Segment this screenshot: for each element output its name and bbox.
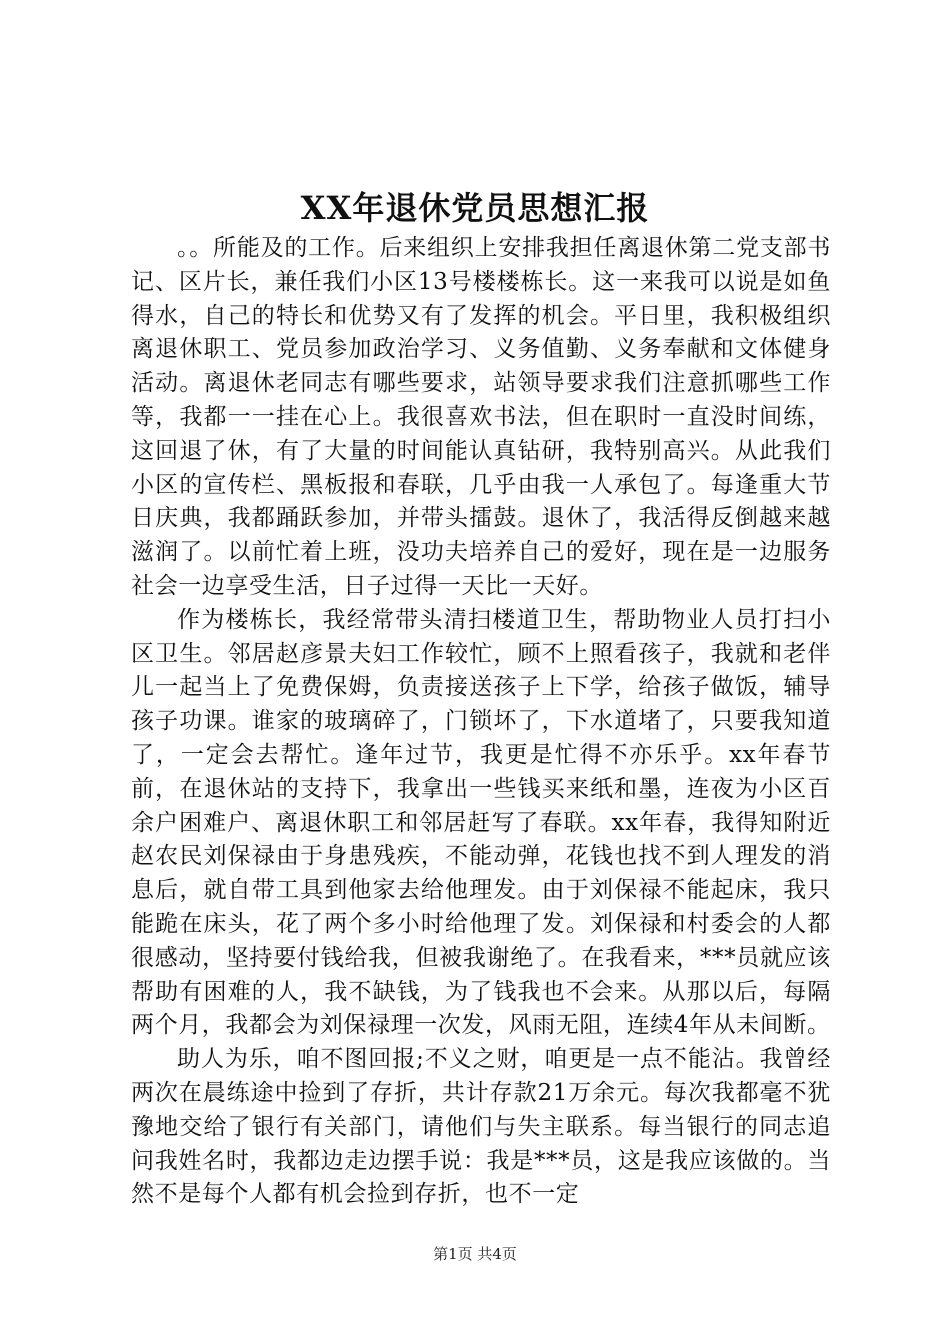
paragraph-3: 助人为乐，咱不图回报;不义之财，咱更是一点不能沾。我曾经两次在晨练途中捡到了存折，共计存款21万余元。每次我都毫不犹豫地交给了银行有关部门，请他们与失主联系。每当银行的同志追问我姓名时，我都边走边摆手说：我是***员，这是我应该做的。当然不是每个人都有机会捡到存折，也不一定 xyxy=(131,1046,831,1208)
paragraph-2: 作为楼栋长，我经常带头清扫楼道卫生，帮助物业人员打扫小区卫生。邻居赵彦景夫妇工作较忙，顾不上照看孩子，我就和老伴儿一起当上了免费保姆，负责接送孩子上下学，给孩子做饭，辅导孩子功课。谁家的玻璃碎了，门锁坏了，下水道堵了，只要我知道了，一定会去帮忙。逢年过节，我更是忙得不亦乐乎。xx年春节前，在退休站的支持下，我拿出一些钱买来纸和墨，连夜为小区百余户困难户、离退休职工和邻居赶写了春联。xx年春，我得知附近赵农民刘保禄由于身患残疾，不能动弹，花钱也找不到人理发的消息后，就自带工具到他家去给他理发。由于刘保禄不能起床，我只能跪在床头，花了两个多小时给他理了发。刘保禄和村委会的人都很感动，坚持要付钱给我，但被我谢绝了。在我看来，***员就应该帮助有困难的人，我不缺钱，为了钱我也不会来。从那以后，每隔两个月，我都会为刘保禄理一次发，风雨无阻，连续4年从未间断。 xyxy=(131,606,831,1039)
document-body xyxy=(131,232,831,1212)
document-title: XX年退休党员思想汇报 xyxy=(300,189,650,227)
paragraph-1: 。。所能及的工作。后来组织上安排我担任离退休第二党支部书记、区片长，兼任我们小区13号楼楼栋长。这一来我可以说是如鱼得水，自己的特长和优势又有了发挥的机会。平日里，我积极组织离退休职工、党员参加政治学习、义务值勤、义务奉献和文体健身活动。离退休老同志有哪些要求，站领导要求我们注意抓哪些工作等，我都一一挂在心上。我很喜欢书法，但在职时一直没时间练，这回退了休，有了大量的时间能认真钻研，我特别高兴。从此我们小区的宣传栏、黑板报和春联，几乎由我一人承包了。每逢重大节日庆典，我都踊跃参加，并带头擂鼓。退休了，我活得反倒越来越滋润了。以前忙着上班，没功夫培养自己的爱好，现在是一边服务社会一边享受生活，日子过得一天比一天好。 xyxy=(131,235,831,599)
page-number-footer: 第1页 共4页 xyxy=(433,1245,517,1263)
